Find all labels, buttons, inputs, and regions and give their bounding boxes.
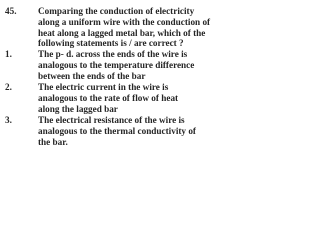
- statement-line: along the lagged bar: [38, 103, 118, 114]
- statement-line: The electric current in the wire is: [38, 82, 169, 92]
- statement-number: 1.: [5, 49, 12, 59]
- question-number: 45.: [5, 6, 17, 16]
- statement-text: [38, 115, 206, 147]
- statement-line: The p- d. across the ends of the wire is: [38, 49, 188, 59]
- question-line: following statements is / are correct ?: [38, 38, 184, 49]
- statement-text: [38, 49, 206, 81]
- statement-line: The electrical resistance of the wire is: [38, 115, 185, 125]
- question-page: [0, 0, 220, 172]
- question-line: along a uniform wire with the conduction of: [38, 16, 211, 27]
- statement-line: analogous to the thermal conductivity of: [38, 125, 196, 136]
- statement-line: analogous to the temperature difference: [38, 59, 195, 70]
- statement-number: 2.: [5, 82, 12, 92]
- statement-line: between the ends of the bar: [38, 70, 146, 81]
- statement-text: [38, 82, 206, 114]
- statement-line: the bar.: [38, 136, 68, 147]
- question-line: heat along a lagged metal bar, which of the: [38, 27, 206, 38]
- statement-line: analogous to the rate of flow of heat: [38, 92, 179, 103]
- question-text: [38, 6, 211, 49]
- statement-number: 3.: [5, 115, 12, 125]
- question-line: Comparing the conduction of electricity: [38, 6, 195, 16]
